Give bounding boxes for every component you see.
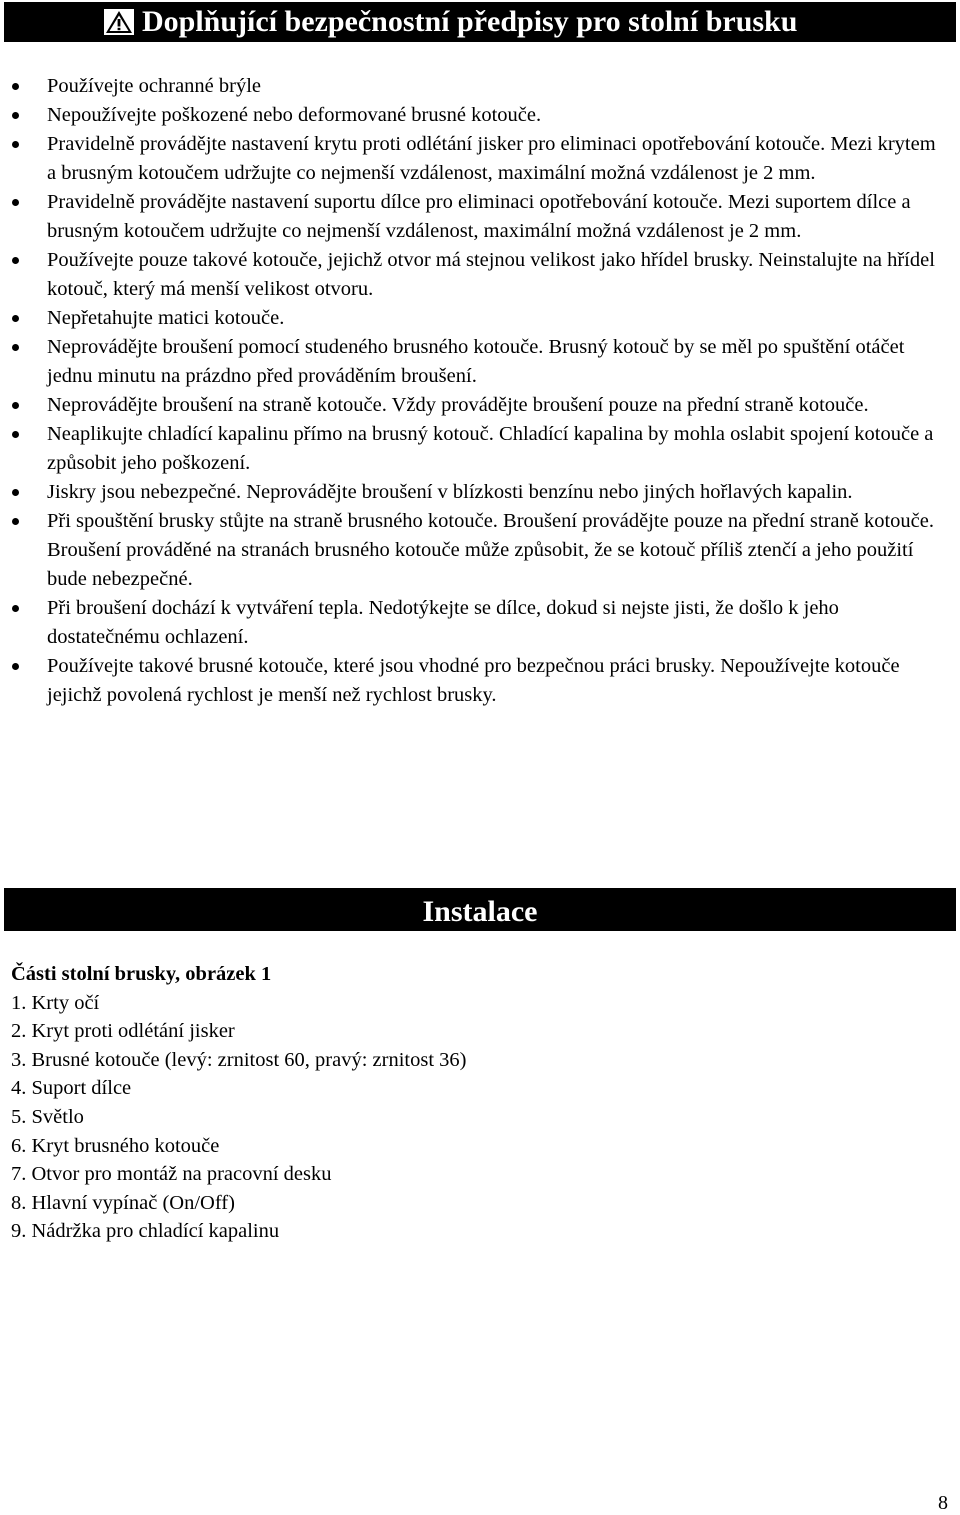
parts-section	[11, 960, 466, 1246]
safety-rule-item: Jiskry jsou nebezpečné. Neprovádějte broušení v blízkosti benzínu nebo jiných hořlavých kapalin.	[0, 478, 960, 507]
safety-rules-list	[0, 72, 960, 710]
safety-rule-item: Používejte takové brusné kotouče, které jsou vhodné pro bezpečnou práci brusky. Nepoužívejte kotouče jejichž povolená rychlost je menší než rychlost brusky.	[0, 652, 960, 710]
safety-rule-item: Pravidelně provádějte nastavení krytu proti odlétání jisker pro eliminaci opotřebování kotouče. Mezi krytem a brusným kotoučem udržujte co nejmenší vzdálenost, maximální možná vzdálenost je 2 mm.	[0, 130, 960, 188]
safety-rule-item: Nepoužívejte poškozené nebo deformované brusné kotouče.	[0, 101, 960, 130]
installation-header-banner	[4, 888, 956, 931]
safety-rule-item: Při spouštění brusky stůjte na straně brusného kotouče. Broušení provádějte pouze na přední straně kotouče. Broušení prováděné na stranách brusného kotouče může způsobit, že se kotouč příliš ztenčí a jeho použití bude nebezpečné.	[0, 507, 960, 594]
safety-rule-item: Při broušení dochází k vytváření tepla. Nedotýkejte se dílce, dokud si nejste jisti, že došlo k jeho dostatečnému ochlazení.	[0, 594, 960, 652]
safety-header-title: Doplňující bezpečnostní předpisy pro stolní brusku	[142, 5, 798, 38]
safety-rule-item: Neprovádějte broušení na straně kotouče. Vždy provádějte broušení pouze na přední straně kotouče.	[0, 391, 960, 420]
installation-title: Instalace	[422, 895, 538, 928]
safety-rule-item: Používejte pouze takové kotouče, jejichž otvor má stejnou velikost jako hřídel brusky. Neinstalujte na hřídel kotouč, který má menší velikost otvoru.	[0, 246, 960, 304]
safety-rule-item: Neaplikujte chladící kapalinu přímo na brusný kotouč. Chladící kapalina by mohla oslabit spojení kotouče a způsobit jeho poškození.	[0, 420, 960, 478]
safety-rule-item: Nepřetahujte matici kotouče.	[0, 304, 960, 333]
parts-list-item: 1. Krty očí	[11, 991, 100, 1014]
safety-rule-item: Neprovádějte broušení pomocí studeného brusného kotouče. Brusný kotouč by se měl po spuštění otáčet jednu minutu na prázdno před prováděním broušení.	[0, 333, 960, 391]
safety-header-banner	[4, 2, 956, 42]
parts-list-item: 7. Otvor pro montáž na pracovní desku	[11, 1163, 332, 1186]
parts-list-item: 4. Suport dílce	[11, 1077, 132, 1100]
parts-list-item: 6. Kryt brusného kotouče	[11, 1134, 220, 1157]
page-number: 8	[938, 1492, 948, 1514]
safety-rule-item: Pravidelně provádějte nastavení suportu dílce pro eliminaci opotřebování kotouče. Mezi suportem dílce a brusným kotoučem udržujte co nejmenší vzdálenost, maximální možná vzdálenost je 2 mm.	[0, 188, 960, 246]
parts-list-item: 2. Kryt proti odlétání jisker	[11, 1020, 235, 1043]
parts-list-item: 9. Nádržka pro chladící kapalinu	[11, 1220, 280, 1243]
parts-list-item: 8. Hlavní vypínač (On/Off)	[11, 1191, 235, 1214]
parts-title: Části stolní brusky, obrázek 1	[11, 963, 272, 985]
parts-list-item: 3. Brusné kotouče (levý: zrnitost 60, pravý: zrnitost 36)	[11, 1048, 467, 1071]
warning-triangle-icon	[104, 9, 134, 35]
parts-list-item: 5. Světlo	[11, 1105, 84, 1128]
safety-rule-item: Používejte ochranné brýle	[0, 72, 960, 101]
